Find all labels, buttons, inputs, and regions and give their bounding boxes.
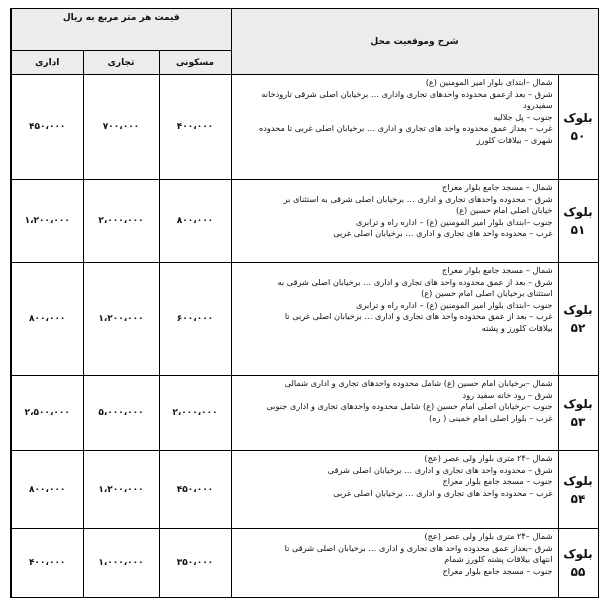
- description-line: انتهای بیلاقات پشته کلورز شمام: [444, 554, 553, 564]
- description-line: شرق – رود خانه سفید رود: [462, 389, 553, 400]
- block-label: بلوک: [563, 303, 593, 317]
- price-office: ۸۰۰،۰۰۰: [11, 451, 83, 529]
- table-body: [11, 75, 598, 598]
- block-number: ۵۳: [570, 415, 586, 429]
- description-line: جنوب – پل جلالیه: [493, 111, 553, 122]
- table-row: [11, 376, 598, 451]
- description-cell: [231, 263, 558, 376]
- description-line: شمال –۲۴ متری بلوار ولی عصر (عج): [424, 531, 553, 541]
- description-line: شرق – محدوده واحد های تجاری و اداری … برخیابان اصلی شرقی: [327, 464, 553, 475]
- description-cell: [231, 451, 558, 529]
- description-cell: [231, 75, 558, 180]
- description-line: شمال – مسجد جامع بلوار معراج: [441, 265, 553, 275]
- block-number: ۵۵: [570, 565, 586, 579]
- block-label: بلوک: [563, 397, 593, 411]
- description-line: بیلاقات کلورز و پشته: [481, 322, 553, 333]
- table-row: [11, 75, 598, 180]
- price-office: ۴۰۰،۰۰۰: [11, 529, 83, 598]
- price-table-container: [10, 8, 597, 606]
- table-row: [11, 451, 598, 529]
- price-residential: ۴۵۰،۰۰۰: [159, 451, 231, 529]
- block-label: بلوک: [563, 205, 593, 219]
- description-cell: [231, 376, 558, 451]
- description-line: استثنای برخیابان اصلی امام حسین (ع): [421, 288, 553, 298]
- block-cell: [558, 376, 598, 451]
- description-line: خیابان اصلی امام حسین (ع): [455, 205, 553, 215]
- price-residential: ۴۰۰،۰۰۰: [159, 75, 231, 180]
- col-residential-header: مسکونی: [159, 51, 231, 75]
- price-residential: ۶۰۰،۰۰۰: [159, 263, 231, 376]
- description-line: جنوب –ابتدای بلوار امیر المومنین (ع) – اداره راه و ترابری: [355, 216, 553, 227]
- block-cell: [558, 263, 598, 376]
- price-office: ۴۵۰،۰۰۰: [11, 75, 83, 180]
- description-header: شرح وموقعیت محل: [231, 9, 598, 75]
- description-line: جنوب –ابتدای بلوار امیر المومنین (ع) – اداره راه و ترابری: [355, 299, 553, 310]
- block-label: بلوک: [563, 547, 593, 561]
- table-row: [11, 529, 598, 598]
- table-row: [11, 180, 598, 263]
- description-cell: [231, 529, 558, 598]
- block-number: ۵۰: [570, 129, 586, 143]
- price-commercial: ۲،۰۰۰،۰۰۰: [83, 180, 159, 263]
- block-cell: [558, 451, 598, 529]
- price-table: [10, 8, 599, 598]
- price-office: ۲،۵۰۰،۰۰۰: [11, 376, 83, 451]
- description-line: غرب – محدوده واحد های تجاری و اداری … برخیابان اصلی غربی: [333, 228, 553, 238]
- table-row: [11, 263, 598, 376]
- price-office: ۱،۲۰۰،۰۰۰: [11, 180, 83, 263]
- price-header: قیمت هر متر مربع به ریال: [11, 9, 231, 51]
- description-line: غرب – محدوده واحد های تجاری و اداری … برخیابان اصلی غربی: [333, 487, 553, 498]
- description-line: غرب – بعداز عمق محدوده واحد های تجاری و اداری … برخیابان اصلی غربی تا محدوده: [258, 123, 553, 133]
- col-commercial-header: تجاری: [83, 51, 159, 75]
- block-cell: [558, 529, 598, 598]
- block-number: ۵۴: [570, 491, 586, 506]
- description-line: شرق –بعداز عمق محدوده واحد های تجاری و اداری … برخیابان اصلی شرقی تا: [284, 542, 553, 553]
- description-line: غرب – بعد از عمق محدوده واحد های تجاری و اداری … برخیابان اصلی غربی تا: [284, 311, 553, 321]
- price-commercial: ۷۰۰،۰۰۰: [83, 75, 159, 180]
- price-residential: ۸۰۰،۰۰۰: [159, 180, 231, 263]
- price-commercial: ۱،۰۰۰،۰۰۰: [83, 529, 159, 598]
- description-line: شهری – بیلاقات کلورز: [476, 134, 553, 145]
- description-line: سفیدرود: [523, 100, 553, 110]
- price-commercial: ۱،۲۰۰،۰۰۰: [83, 263, 159, 376]
- block-number: ۵۱: [570, 223, 586, 237]
- description-line: غرب – بلوار اصلی امام خمینی ( ره): [429, 412, 553, 423]
- description-line: شرق – بعد از عمق محدوده واحد های تجاری و اداری … برخیابان اصلی شرقی به: [277, 276, 553, 287]
- description-cell: [231, 180, 558, 263]
- description-line: جنوب – مسجد جامع بلوار معراج: [442, 476, 553, 486]
- block-label: بلوک: [563, 473, 593, 488]
- description-line: شمال – مسجد جامع بلوار معراج: [441, 182, 553, 192]
- description-line: شمال –۲۴ متری بلوار ولی عصر (عج): [424, 453, 553, 463]
- block-label: بلوک: [563, 111, 593, 125]
- price-office: ۸۰۰،۰۰۰: [11, 263, 83, 376]
- price-commercial: ۱،۲۰۰،۰۰۰: [83, 451, 159, 529]
- block-number: ۵۲: [570, 321, 586, 335]
- block-cell: [558, 180, 598, 263]
- description-line: شمال –ابتدای بلوار امیر المومنین (ع): [425, 77, 553, 87]
- block-cell: [558, 75, 598, 180]
- price-commercial: ۵،۰۰۰،۰۰۰: [83, 376, 159, 451]
- price-residential: ۳۵۰،۰۰۰: [159, 529, 231, 598]
- col-office-header: اداری: [11, 51, 83, 75]
- description-line: جنوب –برخیابان اصلی امام حسین (ع) شامل محدوده واحدهای تجاری و اداری جنوبی: [266, 401, 553, 411]
- description-line: شرق – محدوده واحدهای تجاری و اداری … برخیابان اصلی شرقی به استثنای بر: [283, 193, 553, 204]
- description-line: شمال –برخیابان امام حسین (ع) شامل محدوده واحدهای تجاری و اداری شمالی: [284, 378, 553, 388]
- description-line: شرق – بعد ازعمق محدوده واحدهای تجاری واداری … برخیابان اصلی شرقی تارودخانه: [261, 88, 553, 99]
- description-line: جنوب – مسجد جامع بلوار معراج: [442, 565, 553, 576]
- price-residential: ۲،۰۰۰،۰۰۰: [159, 376, 231, 451]
